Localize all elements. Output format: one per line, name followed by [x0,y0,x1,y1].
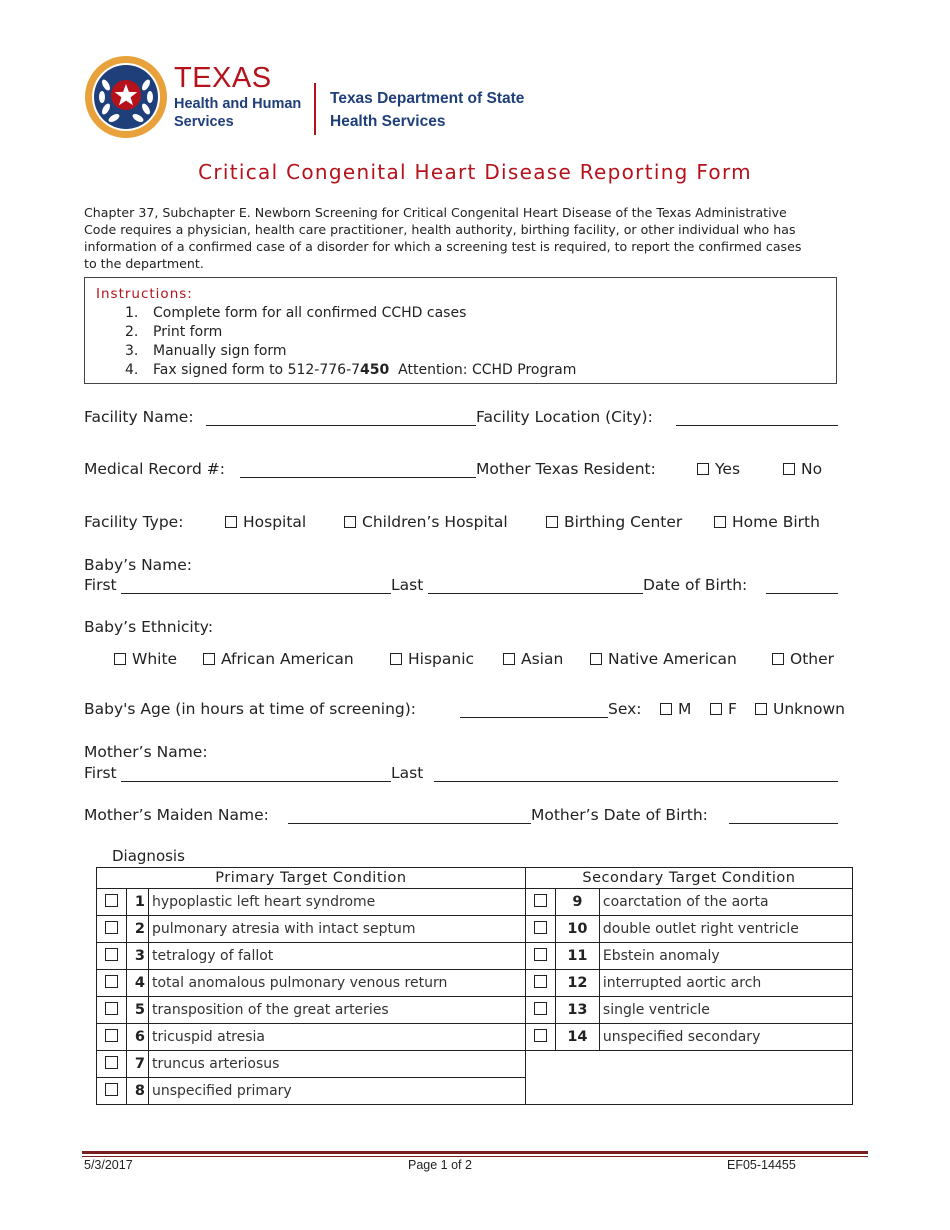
facility-birthing-label: Birthing Center [564,513,683,531]
header-logos [84,55,534,145]
instructions-box [84,277,837,384]
secondary-condition-number: 12 [555,970,599,997]
instruction-text: Print form [153,324,223,340]
primary-condition-number: 6 [127,1024,149,1051]
instruction-text: Manually sign form [153,343,287,359]
resident-yes-label: Yes [715,460,741,478]
primary-condition-number: 4 [127,970,149,997]
facility-type-label: Facility Type: [84,513,184,531]
diagnosis-header-row [97,868,853,889]
intro-paragraph: Chapter 37, Subchapter E. Newborn Screening for Critical Congenital Heart Disease of the Texas Administrative Code requires a physician, health care practitioner, health authority, birthing facility, or other individual who has information of a confirmed case of a disorder for which a screening test is required, to report the confirmed cases to the department. [84,205,802,271]
primary-condition-number: 2 [127,916,149,943]
primary-condition-checkbox-cell[interactable] [97,1051,127,1078]
sex-f-checkbox[interactable] [710,703,722,715]
instruction-item [125,342,576,361]
facility-birthing-checkbox[interactable] [546,516,558,528]
mother-name-label: Mother’s Name: [84,743,208,761]
primary-condition-checkbox-cell[interactable] [97,970,127,997]
primary-condition-name: transposition of the great arteries [149,997,526,1024]
instruction-number: 4. [125,362,139,378]
ethnicity-african-american-checkbox[interactable] [203,653,215,665]
secondary-condition-checkbox[interactable] [534,948,547,961]
secondary-condition-checkbox-cell[interactable] [525,1024,555,1051]
facility-location-field[interactable] [676,425,838,426]
baby-last-label: Last [391,576,424,594]
secondary-condition-checkbox[interactable] [534,1002,547,1015]
instruction-number: 3. [125,343,139,359]
maiden-name-label: Mother’s Maiden Name: [84,806,269,824]
dshs-line-2: Health Services [330,113,446,130]
facility-home-label: Home Birth [732,513,820,531]
facility-name-field[interactable] [206,425,476,426]
primary-condition-name: truncus arteriosus [149,1051,526,1078]
instruction-item [125,304,576,323]
secondary-header: Secondary Target Condition [525,868,852,889]
facility-hospital-label: Hospital [243,513,307,531]
mother-last-label: Last [391,764,424,782]
primary-condition-number: 5 [127,997,149,1024]
secondary-condition-name: single ventricle [599,997,852,1024]
primary-condition-number: 8 [127,1078,149,1105]
texas-seal-icon [84,55,168,139]
mother-dob-field[interactable] [729,823,838,824]
ethnicity-hispanic-checkbox[interactable] [390,653,402,665]
footer-page: Page 1 of 2 [408,1158,472,1172]
ethnicity-hispanic[interactable] [390,650,474,668]
baby-first-label: First [84,576,117,594]
ethnicity-native-american[interactable] [590,650,737,668]
sex-m-label: M [678,700,692,718]
facility-type-birthing[interactable] [546,513,682,531]
sex-label: Sex: [608,700,642,718]
dshs-line-1: Texas Department of State [330,90,525,107]
primary-condition-checkbox-cell[interactable] [97,997,127,1024]
primary-condition-name: unspecified primary [149,1078,526,1105]
secondary-condition-checkbox-cell[interactable] [525,889,555,916]
sex-unknown-label: Unknown [773,700,845,718]
fax-number-suffix: 450 [360,362,390,378]
hhs-line-2: Services [174,114,234,130]
facility-childrens-checkbox[interactable] [344,516,356,528]
primary-condition-number: 1 [127,889,149,916]
primary-condition-checkbox-cell[interactable] [97,1078,127,1105]
mother-last-field[interactable] [434,781,838,782]
ethnicity-other-label: Other [790,650,835,668]
primary-header: Primary Target Condition [97,868,526,889]
primary-condition-checkbox[interactable] [105,921,118,934]
instruction-number: 2. [125,324,139,340]
primary-condition-checkbox[interactable] [105,1083,118,1096]
ethnicity-hispanic-label: Hispanic [408,650,475,668]
sex-f-option[interactable] [710,700,737,718]
primary-condition-name: tricuspid atresia [149,1024,526,1051]
sex-m-checkbox[interactable] [660,703,672,715]
table-row [97,916,853,943]
secondary-condition-name: Ebstein anomaly [599,943,852,970]
secondary-condition-number: 11 [555,943,599,970]
ethnicity-label: Baby’s Ethnicity: [84,618,214,636]
baby-name-label: Baby’s Name: [84,556,193,574]
resident-no-checkbox[interactable] [783,463,795,475]
footer-rule-thin [82,1156,868,1157]
mother-first-field[interactable] [121,781,391,782]
logo-divider [314,83,316,135]
primary-condition-name: hypoplastic left heart syndrome [149,889,526,916]
secondary-empty-block [525,1051,852,1105]
mother-first-label: First [84,764,117,782]
hhs-wordmark: TEXAS [174,62,272,94]
baby-first-field[interactable] [121,593,391,594]
resident-yes-option[interactable] [697,460,740,478]
footer-form-id: EF05-14455 [727,1158,796,1172]
secondary-condition-number: 13 [555,997,599,1024]
secondary-condition-number: 14 [555,1024,599,1051]
ethnicity-asian-label: Asian [521,650,564,668]
table-row [97,997,853,1024]
facility-childrens-label: Children’s Hospital [362,513,508,531]
footer-rule [82,1151,868,1154]
secondary-condition-checkbox[interactable] [534,921,547,934]
ethnicity-asian-checkbox[interactable] [503,653,515,665]
facility-hospital-checkbox[interactable] [225,516,237,528]
ethnicity-african-american-label: African American [221,650,354,668]
facility-type-childrens[interactable] [344,513,508,531]
dshs-wordmark [330,87,524,133]
diagnosis-label: Diagnosis [112,847,185,865]
mother-dob-label: Mother’s Date of Birth: [531,806,708,824]
medical-record-field[interactable] [240,477,476,478]
table-row [97,943,853,970]
secondary-condition-name: unspecified secondary [599,1024,852,1051]
primary-condition-checkbox[interactable] [105,1002,118,1015]
primary-condition-checkbox[interactable] [105,948,118,961]
instructions-list [125,304,576,380]
secondary-condition-checkbox-cell[interactable] [525,916,555,943]
sex-unknown-option[interactable] [755,700,845,718]
secondary-condition-checkbox[interactable] [534,1029,547,1042]
primary-condition-name: pulmonary atresia with intact septum [149,916,526,943]
instructions-title: Instructions: [96,286,193,302]
baby-last-field[interactable] [428,593,643,594]
page-title: Critical Congenital Heart Disease Reporting Form [198,160,752,184]
sex-f-label: F [728,700,737,718]
secondary-condition-number: 10 [555,916,599,943]
primary-condition-checkbox-cell[interactable] [97,1024,127,1051]
secondary-condition-checkbox[interactable] [534,975,547,988]
baby-dob-field[interactable] [766,593,838,594]
resident-yes-checkbox[interactable] [697,463,709,475]
resident-no-option[interactable] [783,460,822,478]
primary-condition-checkbox[interactable] [105,894,118,907]
secondary-condition-checkbox[interactable] [534,894,547,907]
ethnicity-other-checkbox[interactable] [772,653,784,665]
table-row [97,1024,853,1051]
primary-condition-name: total anomalous pulmonary venous return [149,970,526,997]
primary-condition-checkbox[interactable] [105,1029,118,1042]
mother-resident-label: Mother Texas Resident: [476,460,656,478]
instruction-text: Complete form for all confirmed CCHD cases [153,305,467,321]
maiden-name-field[interactable] [288,823,531,824]
hhs-line-1: Health and Human [174,96,302,112]
footer-date: 5/3/2017 [84,1158,133,1172]
resident-no-label: No [801,460,823,478]
primary-condition-number: 3 [127,943,149,970]
baby-age-label: Baby's Age (in hours at time of screening): [84,700,417,718]
ethnicity-african-american[interactable] [203,650,354,668]
facility-type-hospital[interactable] [225,513,306,531]
primary-condition-checkbox-cell[interactable] [97,889,127,916]
medical-record-label: Medical Record #: [84,460,225,478]
facility-type-home[interactable] [714,513,820,531]
ethnicity-other[interactable] [772,650,834,668]
baby-dob-label: Date of Birth: [643,576,748,594]
facility-name-label: Facility Name: [84,408,194,426]
primary-condition-checkbox-cell[interactable] [97,916,127,943]
facility-location-label: Facility Location (City): [476,408,653,426]
ethnicity-white[interactable] [114,650,177,668]
baby-age-field[interactable] [460,717,608,718]
facility-home-checkbox[interactable] [714,516,726,528]
instruction-item [125,323,576,342]
table-row [97,889,853,916]
primary-condition-name: tetralogy of fallot [149,943,526,970]
diagnosis-table [96,867,853,1105]
ethnicity-white-checkbox[interactable] [114,653,126,665]
sex-unknown-checkbox[interactable] [755,703,767,715]
diagnosis-body [97,889,853,1105]
hhs-subtitle [174,95,314,131]
secondary-condition-checkbox-cell[interactable] [525,943,555,970]
instruction-item [125,361,576,380]
secondary-condition-name: interrupted aortic arch [599,970,852,997]
secondary-condition-checkbox-cell[interactable] [525,970,555,997]
primary-condition-number: 7 [127,1051,149,1078]
ethnicity-native-american-checkbox[interactable] [590,653,602,665]
table-row [97,1051,853,1078]
primary-condition-checkbox[interactable] [105,975,118,988]
secondary-condition-name: coarctation of the aorta [599,889,852,916]
sex-m-option[interactable] [660,700,691,718]
ethnicity-white-label: White [132,650,178,668]
secondary-condition-name: double outlet right ventricle [599,916,852,943]
secondary-condition-checkbox-cell[interactable] [525,997,555,1024]
instruction-attention: Attention: CCHD Program [398,362,577,378]
ethnicity-asian[interactable] [503,650,563,668]
table-row [97,970,853,997]
instruction-number: 1. [125,305,139,321]
primary-condition-checkbox-cell[interactable] [97,943,127,970]
ethnicity-native-american-label: Native American [608,650,737,668]
instruction-text: Fax signed form to 512-776-7 [153,362,361,378]
primary-condition-checkbox[interactable] [105,1056,118,1069]
secondary-condition-number: 9 [555,889,599,916]
